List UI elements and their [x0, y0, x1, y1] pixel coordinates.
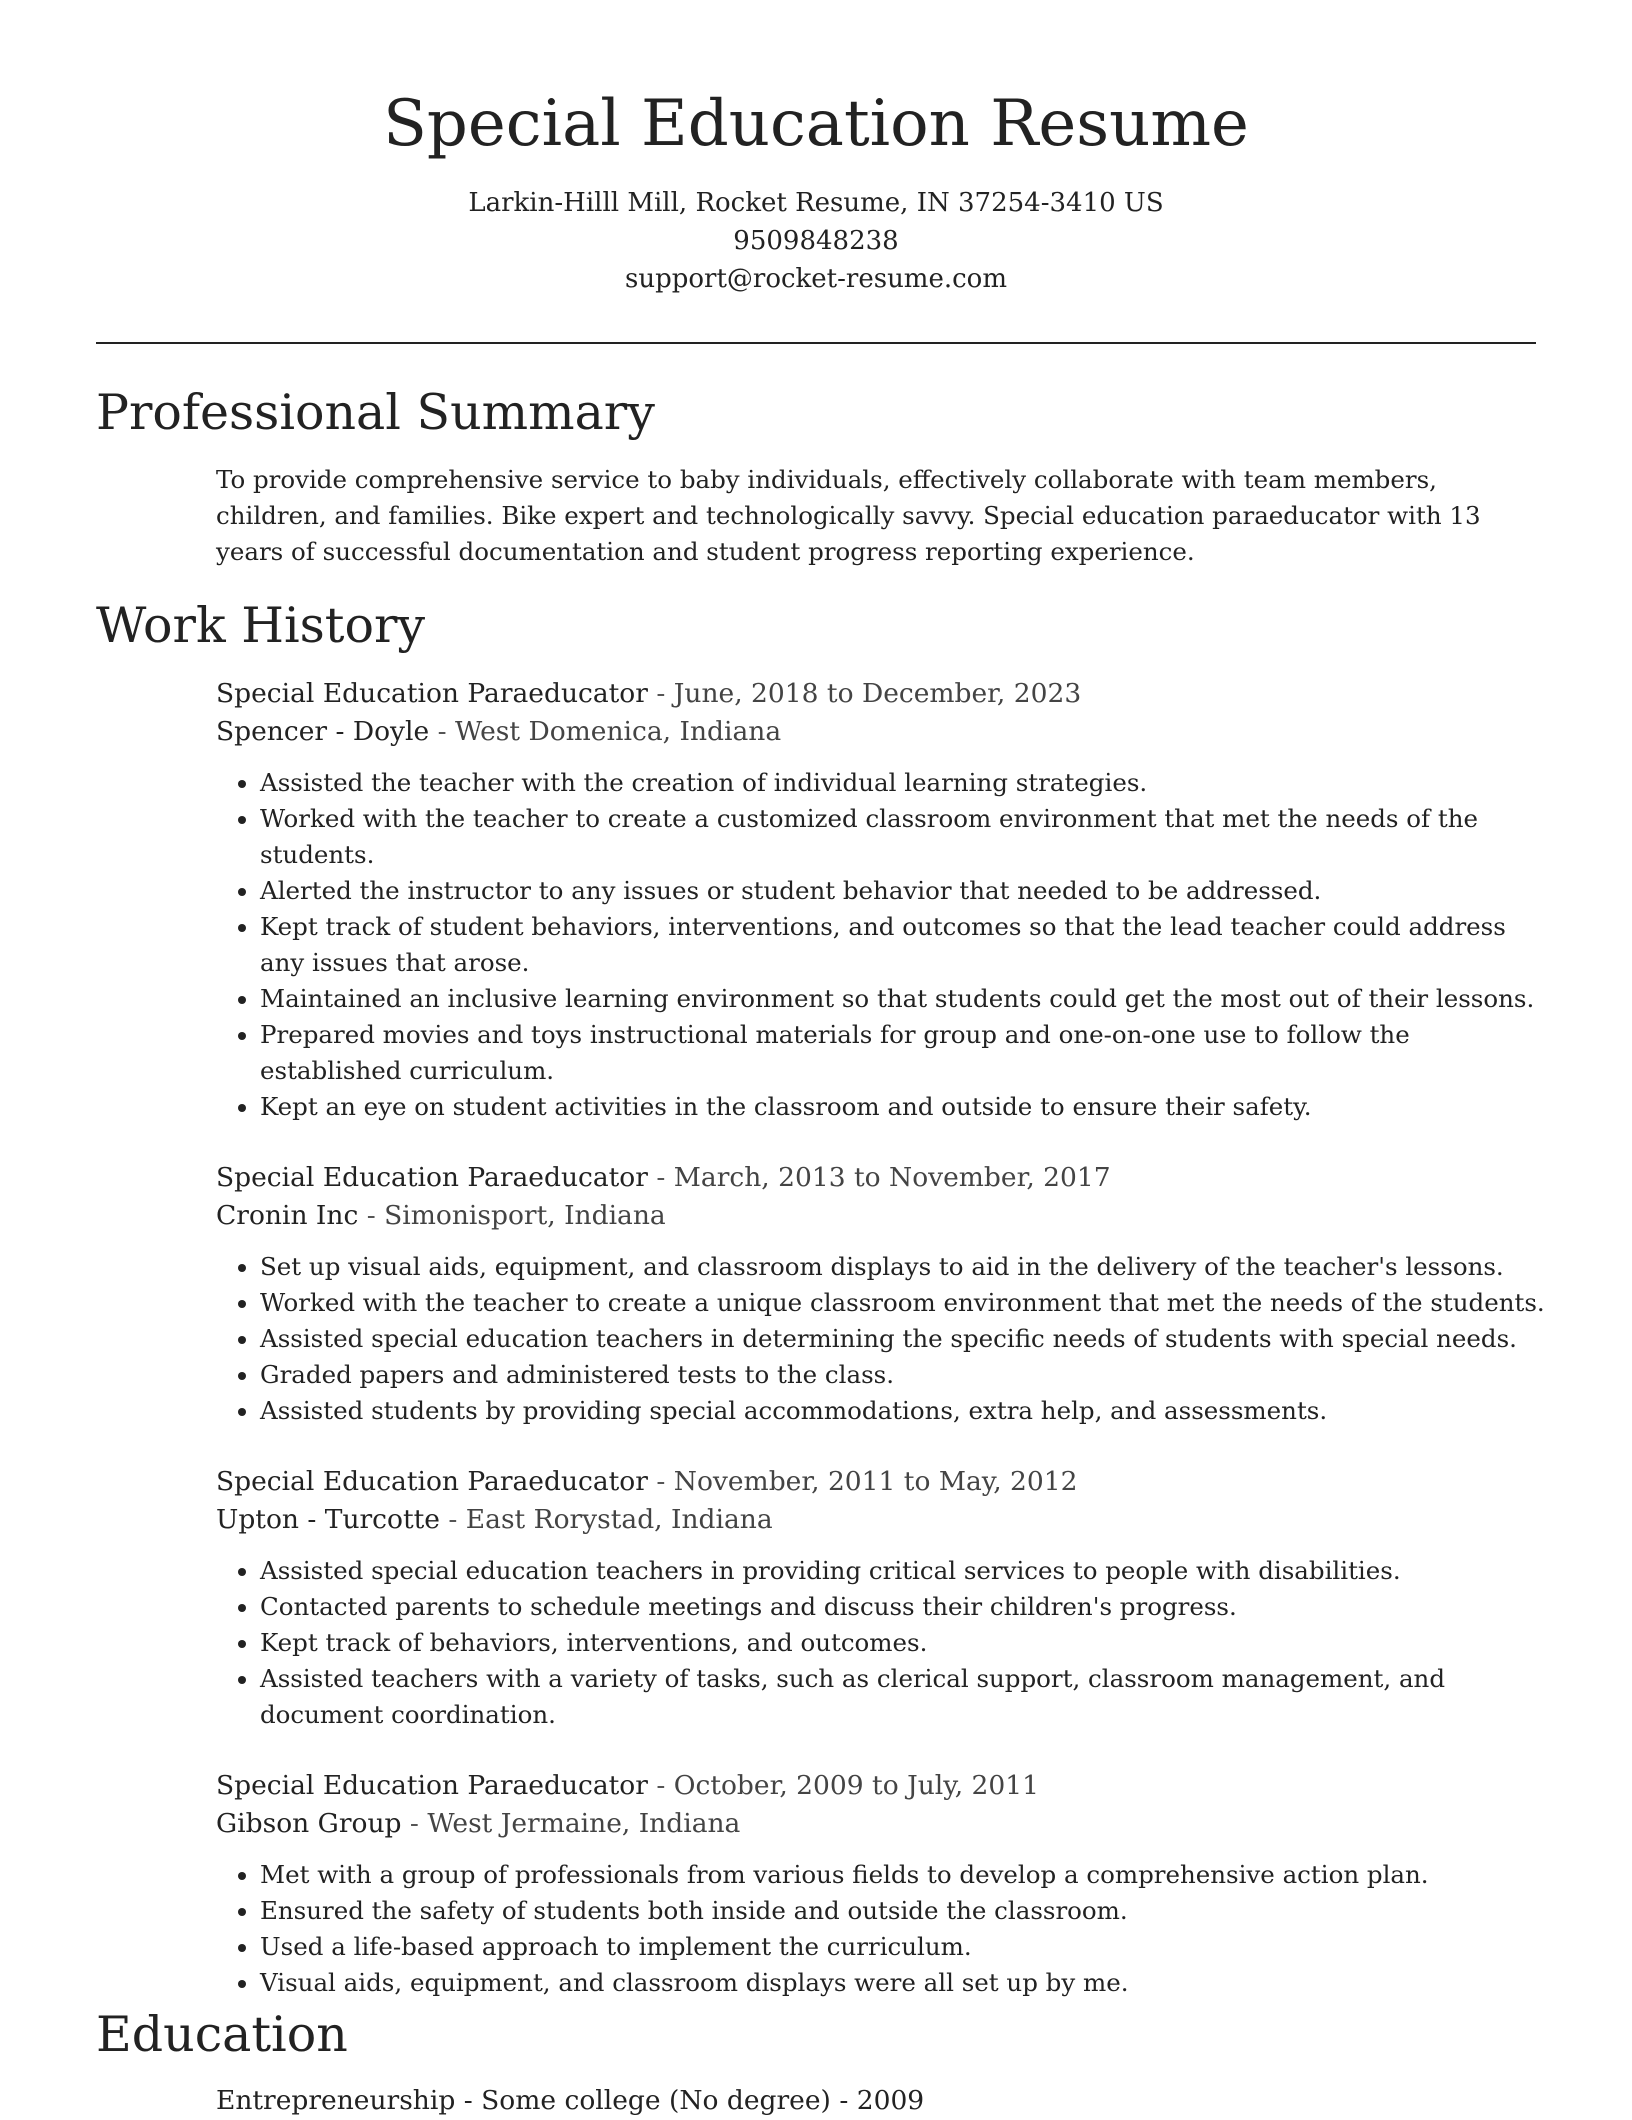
bullet-item: • Assisted teachers with a variety of tasks, such as clerical support, classroom management, and document coordination.: [260, 1661, 1546, 1733]
job-bullets: [216, 1857, 1546, 2001]
job-entry: [216, 1159, 1546, 1429]
bullet-item: • Maintained an inclusive learning environment so that students could get the most out of their lessons.: [260, 981, 1546, 1017]
job-dates: October, 2009 to July, 2011: [673, 1770, 1039, 1801]
job-entry: [216, 675, 1546, 1125]
bullet-item: • Met with a group of professionals from various fields to develop a comprehensive action plan.: [260, 1857, 1546, 1893]
job-title: Special Education Paraeducator: [216, 1770, 648, 1801]
job-employer-line: [216, 1197, 1546, 1235]
bullet-item: • Worked with the teacher to create a unique classroom environment that met the needs of the students.: [260, 1285, 1546, 1321]
job-employer-line: [216, 1805, 1546, 1843]
contact-phone: 9509848238: [733, 226, 899, 256]
contact-email: support@rocket-resume.com: [624, 264, 1007, 294]
job-title-line: [216, 1159, 1546, 1197]
separator: -: [656, 1770, 674, 1801]
bullet-item: • Used a life-based approach to implement the curriculum.: [260, 1929, 1546, 1965]
bullet-item: • Kept track of student behaviors, interventions, and outcomes so that the lead teacher could address any issues that arose.: [260, 909, 1546, 981]
bullet-item: • Set up visual aids, equipment, and classroom displays to aid in the delivery of the teacher's lessons.: [260, 1249, 1546, 1285]
separator: -: [463, 2085, 482, 2116]
header-divider: [96, 342, 1536, 344]
separator: -: [409, 1808, 428, 1839]
bullet-item: • Assisted special education teachers in providing critical services to people with disabilities.: [260, 1553, 1546, 1589]
bullet-item: • Visual aids, equipment, and classroom displays were all set up by me.: [260, 1965, 1546, 2001]
job-location: East Rorystad, Indiana: [465, 1504, 773, 1535]
education-degree: Some college (No degree): [481, 2085, 831, 2116]
bullet-item: • Assisted the teacher with the creation of individual learning strategies.: [260, 765, 1546, 801]
job-bullets: [216, 765, 1546, 1125]
job-title: Special Education Paraeducator: [216, 1466, 648, 1497]
separator: -: [437, 716, 456, 747]
job-entry: [216, 1767, 1546, 2001]
job-location: West Domenica, Indiana: [455, 716, 782, 747]
contact-block: [0, 184, 1632, 298]
job-title: Special Education Paraeducator: [216, 1162, 648, 1193]
job-bullets: [216, 1249, 1546, 1429]
job-location: West Jermaine, Indiana: [427, 1808, 741, 1839]
bullet-item: • Prepared movies and toys instructional materials for group and one-on-one use to follow the established curriculum.: [260, 1017, 1546, 1089]
job-dates: March, 2013 to November, 2017: [673, 1162, 1111, 1193]
separator: -: [656, 1162, 674, 1193]
job-employer: Cronin Inc: [216, 1200, 359, 1231]
bullet-item: • Contacted parents to schedule meetings and discuss their children's progress.: [260, 1589, 1546, 1625]
separator: -: [366, 1200, 385, 1231]
job-title-line: [216, 675, 1546, 713]
bullet-item: • Assisted special education teachers in determining the specific needs of students with special needs.: [260, 1321, 1546, 1357]
separator: -: [448, 1504, 466, 1535]
resume-title: Special Education Resume: [383, 87, 1249, 161]
summary-text: To provide comprehensive service to baby individuals, effectively collaborate with team members, children, and families. Bike expert and technologically savvy. Special education paraeducator with 13 years of successful documentation and student progress reporting experience.: [216, 465, 1481, 566]
separator: -: [839, 2085, 857, 2116]
bullet-item: • Kept track of behaviors, interventions, and outcomes.: [260, 1625, 1546, 1661]
separator: -: [656, 1466, 674, 1497]
work-history-heading: Work History: [96, 597, 426, 654]
job-employer: Upton - Turcotte: [216, 1504, 440, 1535]
bullet-item: • Alerted the instructor to any issues or student behavior that needed to be addressed.: [260, 873, 1546, 909]
bullet-item: • Worked with the teacher to create a customized classroom environment that met the needs of the students.: [260, 801, 1546, 873]
resume-header: [0, 0, 1632, 298]
education-year: 2009: [856, 2085, 925, 2116]
separator: -: [656, 678, 674, 709]
bullet-item: • Graded papers and administered tests to the class.: [260, 1357, 1546, 1393]
summary-heading: Professional Summary: [96, 384, 655, 441]
education-field: Entrepreneurship: [216, 2085, 456, 2116]
bullet-item: • Ensured the safety of students both inside and outside the classroom.: [260, 1893, 1546, 1929]
job-title-line: [216, 1767, 1546, 1805]
job-employer-line: [216, 1501, 1546, 1539]
bullet-item: • Kept an eye on student activities in the classroom and outside to ensure their safety.: [260, 1089, 1546, 1125]
job-bullets: [216, 1553, 1546, 1733]
job-location: Simonisport, Indiana: [384, 1200, 666, 1231]
job-dates: June, 2018 to December, 2023: [673, 678, 1082, 709]
job-title-line: [216, 1463, 1546, 1501]
job-title: Special Education Paraeducator: [216, 678, 648, 709]
work-history-list: [216, 675, 1546, 2035]
job-employer-line: [216, 713, 1546, 751]
job-employer: Gibson Group: [216, 1808, 402, 1839]
bullet-item: • Assisted students by providing special accommodations, extra help, and assessments.: [260, 1393, 1546, 1429]
contact-address: Larkin-Hilll Mill, Rocket Resume, IN 37254-3410 US: [468, 188, 1164, 218]
job-employer: Spencer - Doyle: [216, 716, 430, 747]
education-entry: [216, 2082, 924, 2120]
job-entry: [216, 1463, 1546, 1733]
education-heading: Education: [96, 2006, 348, 2063]
job-dates: November, 2011 to May, 2012: [673, 1466, 1078, 1497]
